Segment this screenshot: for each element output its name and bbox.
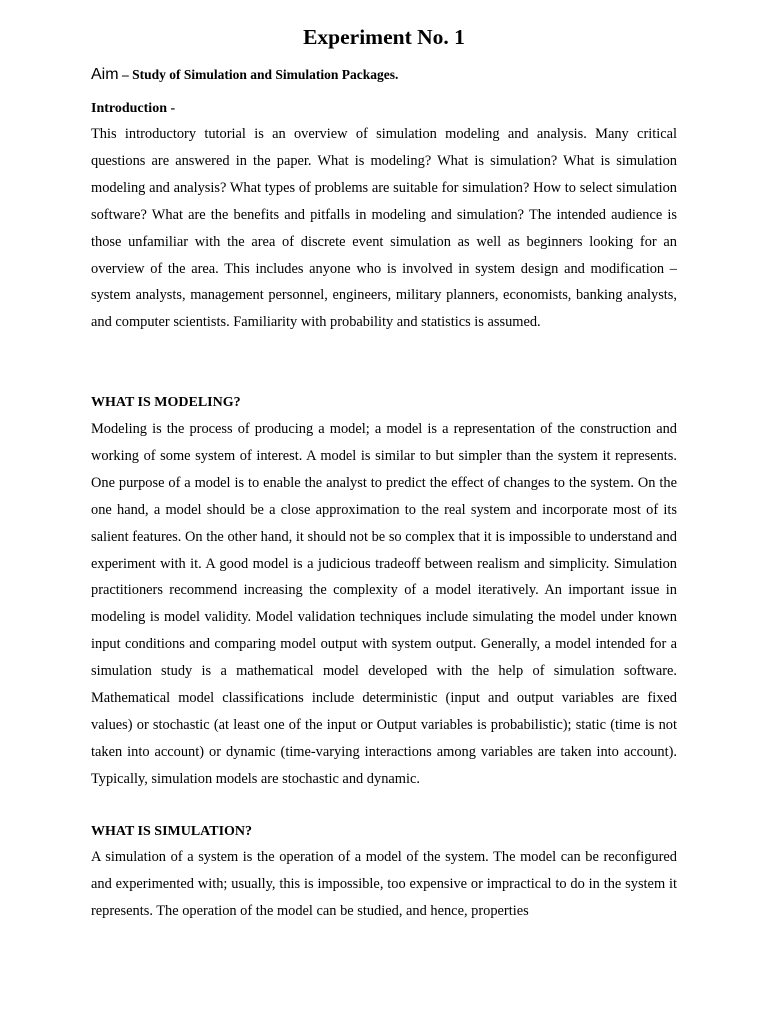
- aim-label: Aim: [91, 66, 119, 83]
- document-title: Experiment No. 1: [303, 25, 465, 49]
- section-body-introduction: This introductory tutorial is an overview of simulation modeling and analysis. Many critical questions are answered in the paper. What is modeling? What is simulation? What is simulation modeling and analysis? What types of problems are suitable for simulation? How to select simulation software? What are the benefits and pitfalls in modeling and simulation? The intended audience is those unfamiliar with the area of discrete event simulation as well as beginners looking for an overview of the area. This includes anyone who is involved in system design and modification – system analysts, management personnel, engineers, military planners, economists, banking analysts, and computer scientists. Familiarity with probability and statistics is assumed.: [91, 126, 677, 331]
- section-heading-simulation: WHAT IS SIMULATION?: [91, 824, 253, 839]
- aim-statement: [91, 62, 681, 88]
- section-heading-modeling: WHAT IS MODELING?: [91, 395, 241, 410]
- section-body-simulation: A simulation of a system is the operation of a model of the system. The model can be reconfigured and experimented with; usually, this is impossible, too expensive or impractical to do in the system it represents. The operation of the model can be studied, and hence, properties: [91, 849, 677, 919]
- section-heading-introduction: Introduction -: [91, 101, 176, 116]
- section-body-modeling: Modeling is the process of producing a model; a model is a representation of the construction and working of some system of interest. A model is similar to but simpler than the system it represents. One purpose of a model is to enable the analyst to predict the effect of changes to the system. On the one hand, a model should be a close approximation to the real system and incorporate most of its salient features. On the other hand, it should not be so complex that it is impossible to understand and experiment with it. A good model is a judicious tradeoff between realism and simplicity. Simulation practitioners recommend increasing the complexity of a model iteratively. An important issue in modeling is model validity. Model validation techniques include simulating the model under known input conditions and comparing model output with system output. Generally, a model intended for a simulation study is a mathematical model developed with the help of simulation software. Mathematical model classifications include deterministic (input and output variables are fixed values) or stochastic (at least one of the input or Output variables is probabilistic); static (time is not taken into account) or dynamic (time-varying interactions among variables are taken into account). Typically, simulation models are stochastic and dynamic.: [91, 421, 677, 787]
- aim-text: – Study of Simulation and Simulation Packages.: [118, 67, 399, 82]
